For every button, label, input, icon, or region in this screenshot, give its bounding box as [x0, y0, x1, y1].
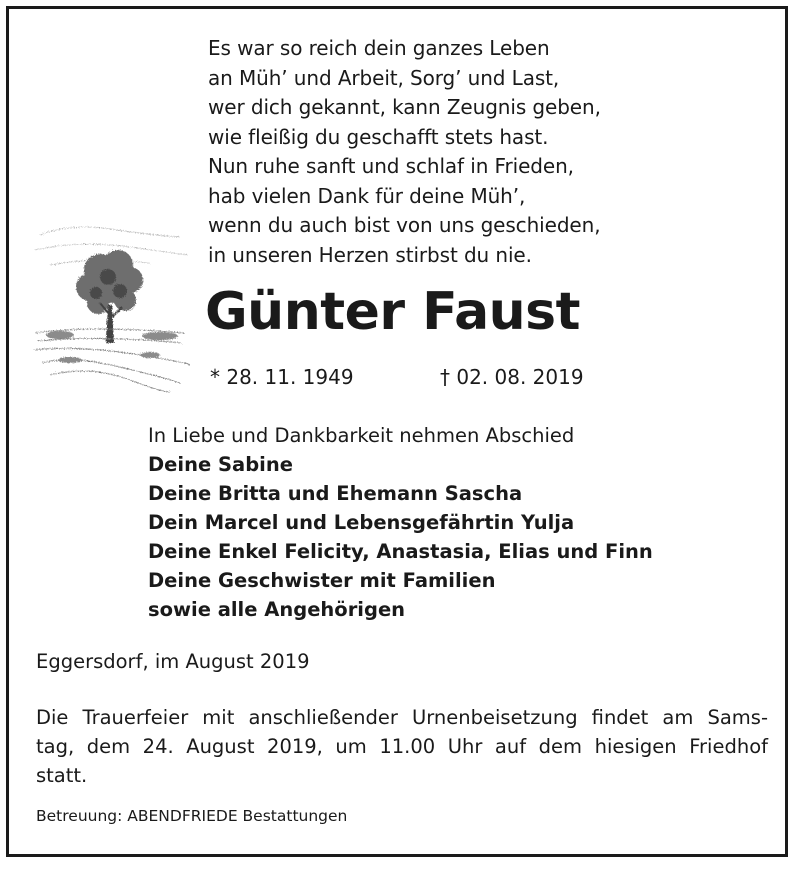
tree-landscape-icon [30, 215, 190, 395]
funeral-notice [36, 703, 768, 790]
poem-line: in unseren Herzen stirbst du nie. [208, 242, 532, 267]
death-date: † 02. 08. 2019 [440, 365, 584, 389]
poem-line: wie fleißig du geschafft stets hast. [208, 124, 549, 149]
birth-date: * 28. 11. 1949 [210, 365, 354, 389]
poem-line: hab vielen Dank für deine Müh’, [208, 183, 526, 208]
funeral-line: tag, dem 24. August 2019, um 11.00 Uhr auf dem hiesigen Friedhof [36, 735, 768, 758]
poem-line: an Müh’ und Arbeit, Sorg’ und Last, [208, 65, 560, 90]
mourner-name: sowie alle Angehörigen [148, 598, 406, 621]
mourner-name: Deine Sabine [148, 453, 293, 476]
poem-line: wenn du auch bist von uns geschieden, [208, 213, 601, 237]
memorial-poem [208, 34, 601, 270]
funeral-home-credit: Betreuung: ABENDFRIEDE Bestattungen [36, 807, 348, 825]
funeral-line: statt. [36, 764, 88, 787]
poem-line: wer dich gekannt, kann Zeugnis geben, [208, 95, 601, 119]
mourner-name: Deine Geschwister mit Familien [148, 569, 496, 592]
mourner-name: Deine Britta und Ehemann Sascha [148, 482, 523, 505]
mourner-name: Deine Enkel Felicity, Anastasia, Elias und Finn [148, 540, 653, 563]
place-date: Eggersdorf, im August 2019 [36, 650, 310, 673]
mourners-list [148, 421, 653, 624]
funeral-line: Die Trauerfeier mit anschließender Urnenbeisetzung findet am Sams- [36, 706, 768, 729]
poem-line: Nun ruhe sanft und schlaf in Frieden, [208, 154, 574, 178]
deceased-name: Günter Faust [205, 282, 580, 342]
mourners-intro: In Liebe und Dankbarkeit nehmen Abschied [148, 424, 575, 447]
mourner-name: Dein Marcel und Lebensgefährtin Yulja [148, 511, 575, 534]
poem-line: Es war so reich dein ganzes Leben [208, 36, 550, 60]
